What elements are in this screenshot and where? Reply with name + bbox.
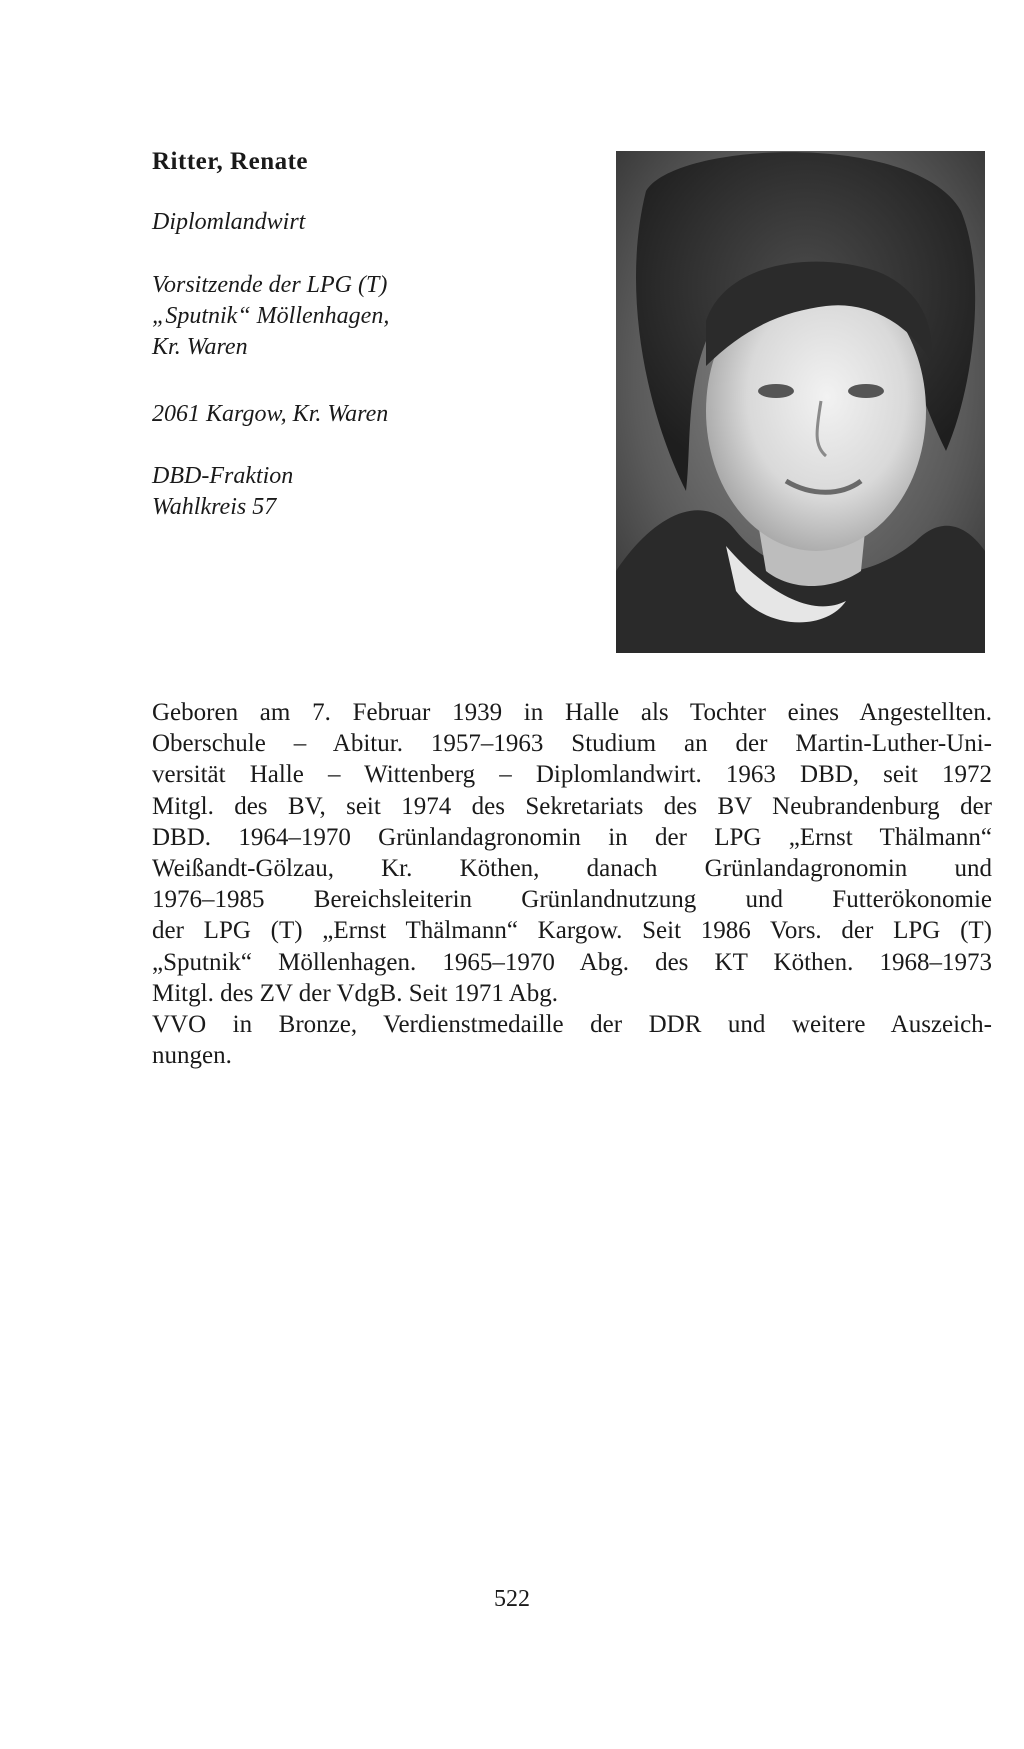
- position: [152, 270, 389, 363]
- biography-line: Geboren am 7. Februar 1939 in Halle als Tochter eines Angestellten.: [152, 699, 992, 726]
- position-line: Kr. Waren: [152, 334, 248, 360]
- address: [152, 399, 388, 430]
- constituency-line: Wahlkreis 57: [152, 494, 277, 520]
- awards-line: nungen.: [152, 1042, 232, 1070]
- fraction-info: [152, 461, 293, 523]
- address-text: 2061 Kargow, Kr. Waren: [152, 401, 389, 427]
- entry-name: Ritter, Renate: [152, 148, 309, 175]
- biography-line: 1976–1985 Bereichsleiterin Grünlandnutzung und Futterökonomie: [152, 886, 992, 914]
- position-line: „Sputnik“ Möllenhagen,: [152, 303, 390, 329]
- biography: [152, 697, 992, 1071]
- biography-line: Mitgl. des BV, seit 1974 des Sekretariats des BV Neubrandenburg der: [152, 792, 992, 820]
- biography-line: Oberschule – Abitur. 1957–1963 Studium an der Martin-Luther-Uni-: [152, 730, 992, 758]
- biography-line: „Sputnik“ Möllenhagen. 1965–1970 Abg. des KT Köthen. 1968–1973: [152, 948, 992, 976]
- position-line: Vorsitzende der LPG (T): [152, 272, 388, 298]
- fraction-line: DBD-Fraktion: [152, 463, 294, 489]
- profession: [152, 207, 305, 238]
- biography-line: Mitgl. des ZV der VdgB. Seit 1971 Abg.: [152, 979, 559, 1007]
- profession-text: Diplomlandwirt: [152, 209, 306, 235]
- biography-line: versität Halle – Wittenberg – Diplomlandwirt. 1963 DBD, seit 1972: [152, 761, 992, 789]
- awards-line: VVO in Bronze, Verdienstmedaille der DDR und weitere Auszeich-: [152, 1011, 992, 1039]
- biography-line: der LPG (T) „Ernst Thälmann“ Kargow. Seit 1986 Vors. der LPG (T): [152, 917, 992, 945]
- biography-line: Weißandt-Gölzau, Kr. Köthen, danach Grünlandagronomin und: [152, 855, 992, 883]
- portrait-image: [616, 151, 985, 653]
- page-number: 522: [494, 1586, 530, 1612]
- biography-line: DBD. 1964–1970 Grünlandagronomin in der LPG „Ernst Thälmann“: [152, 823, 992, 851]
- portrait-photo: [616, 151, 985, 653]
